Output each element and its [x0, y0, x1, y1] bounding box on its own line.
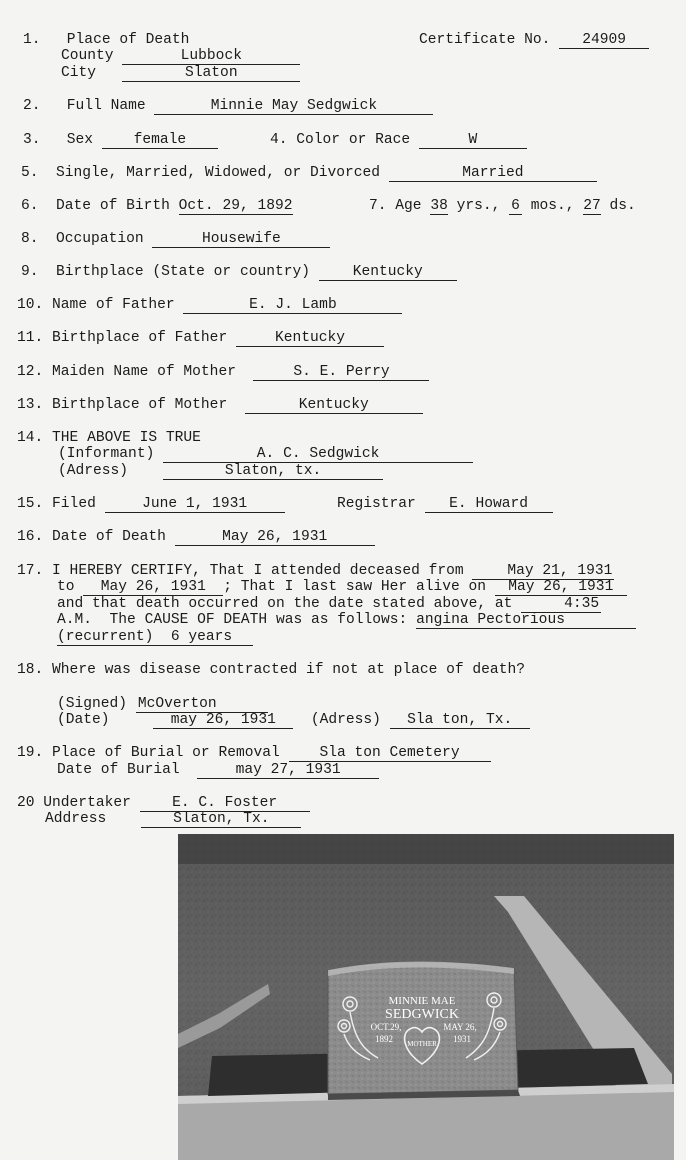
headstone-born-date: OCT.29,: [370, 1022, 402, 1032]
field-registrar: Registrar E. Howard: [337, 496, 553, 513]
field-11-father-birthplace: 11. Birthplace of Father Kentucky: [17, 330, 384, 347]
field-county: County Lubbock: [61, 48, 300, 65]
headstone-photo: [178, 834, 674, 1160]
field-18-disease-contracted: 18. Where was disease contracted if not at place of death?: [17, 662, 525, 678]
field-signed-date: (Date) may 26, 1931 (Adress) Sla ton, Tx.: [57, 712, 530, 729]
field-19-place-of-burial: 19. Place of Burial or Removal Sla ton Cemetery: [17, 745, 491, 762]
field-17-certify-line-1: 17. I HEREBY CERTIFY, That I attended deceased from May 21, 1931: [17, 563, 613, 579]
field-7-age: 7. Age 38 yrs., 6 mos., 27 ds.: [369, 198, 636, 214]
field-20-undertaker: 20 Undertaker E. C. Foster: [17, 795, 310, 812]
field-16-date-of-death: 16. Date of Death May 26, 1931: [17, 529, 375, 546]
headstone-name-last: SEDGWICK: [385, 1007, 459, 1022]
field-signed: (Signed) McOverton: [57, 696, 268, 713]
field-10-father-name: 10. Name of Father E. J. Lamb: [17, 297, 402, 314]
field-1-place-of-death: 1. Place of Death: [23, 32, 190, 48]
field-3-sex: 3. Sex female: [23, 132, 218, 149]
field-informant: (Informant) A. C. Sedgwick: [58, 446, 473, 463]
field-17-cause-duration: (recurrent) 6 years: [57, 629, 253, 646]
headstone-died-date: MAY 26,: [443, 1022, 477, 1032]
field-certificate-no: Certificate No. 24909: [419, 32, 649, 49]
headstone-born-year: 1892: [375, 1034, 393, 1044]
field-9-birthplace: 9. Birthplace (State or country) Kentucky: [21, 264, 457, 281]
field-informant-address: (Adress) Slaton, tx.: [58, 463, 383, 480]
field-undertaker-address: Address Slaton, Tx.: [45, 811, 301, 828]
field-14-the-above-is-true: 14. THE ABOVE IS TRUE: [17, 430, 201, 446]
field-12-mother-maiden-name: 12. Maiden Name of Mother S. E. Perry: [17, 364, 429, 381]
field-17-certify-line-2: to May 26, 1931 ; That I last saw Her alive on May 26, 1931: [57, 579, 627, 596]
field-13-mother-birthplace: 13. Birthplace of Mother Kentucky: [17, 397, 423, 414]
field-19-date-of-burial: Date of Burial may 27, 1931: [57, 762, 379, 779]
field-8-occupation: 8. Occupation Housewife: [21, 231, 330, 248]
field-15-filed: 15. Filed June 1, 1931: [17, 496, 285, 513]
headstone: [328, 961, 520, 1100]
headstone-died-year: 1931: [453, 1034, 471, 1044]
headstone-heart-text: MOTHER: [407, 1040, 437, 1048]
field-17-cause-of-death: A.M. The CAUSE OF DEATH was as follows: angina Pectorious: [57, 612, 636, 629]
field-17-certify-line-3: and that death occurred on the date stated above, at 4:35: [57, 596, 600, 612]
field-4-color-race: 4. Color or Race W: [270, 132, 527, 149]
field-5-marital-status: 5. Single, Married, Widowed, or Divorced Married: [21, 165, 597, 182]
field-2-full-name: 2. Full Name Minnie May Sedgwick: [23, 98, 433, 115]
field-city: City Slaton: [61, 65, 300, 82]
field-6-date-of-birth: 6. Date of Birth Oct. 29, 1892: [21, 198, 293, 214]
headstone-name-first: MINNIE MAE: [388, 995, 456, 1007]
